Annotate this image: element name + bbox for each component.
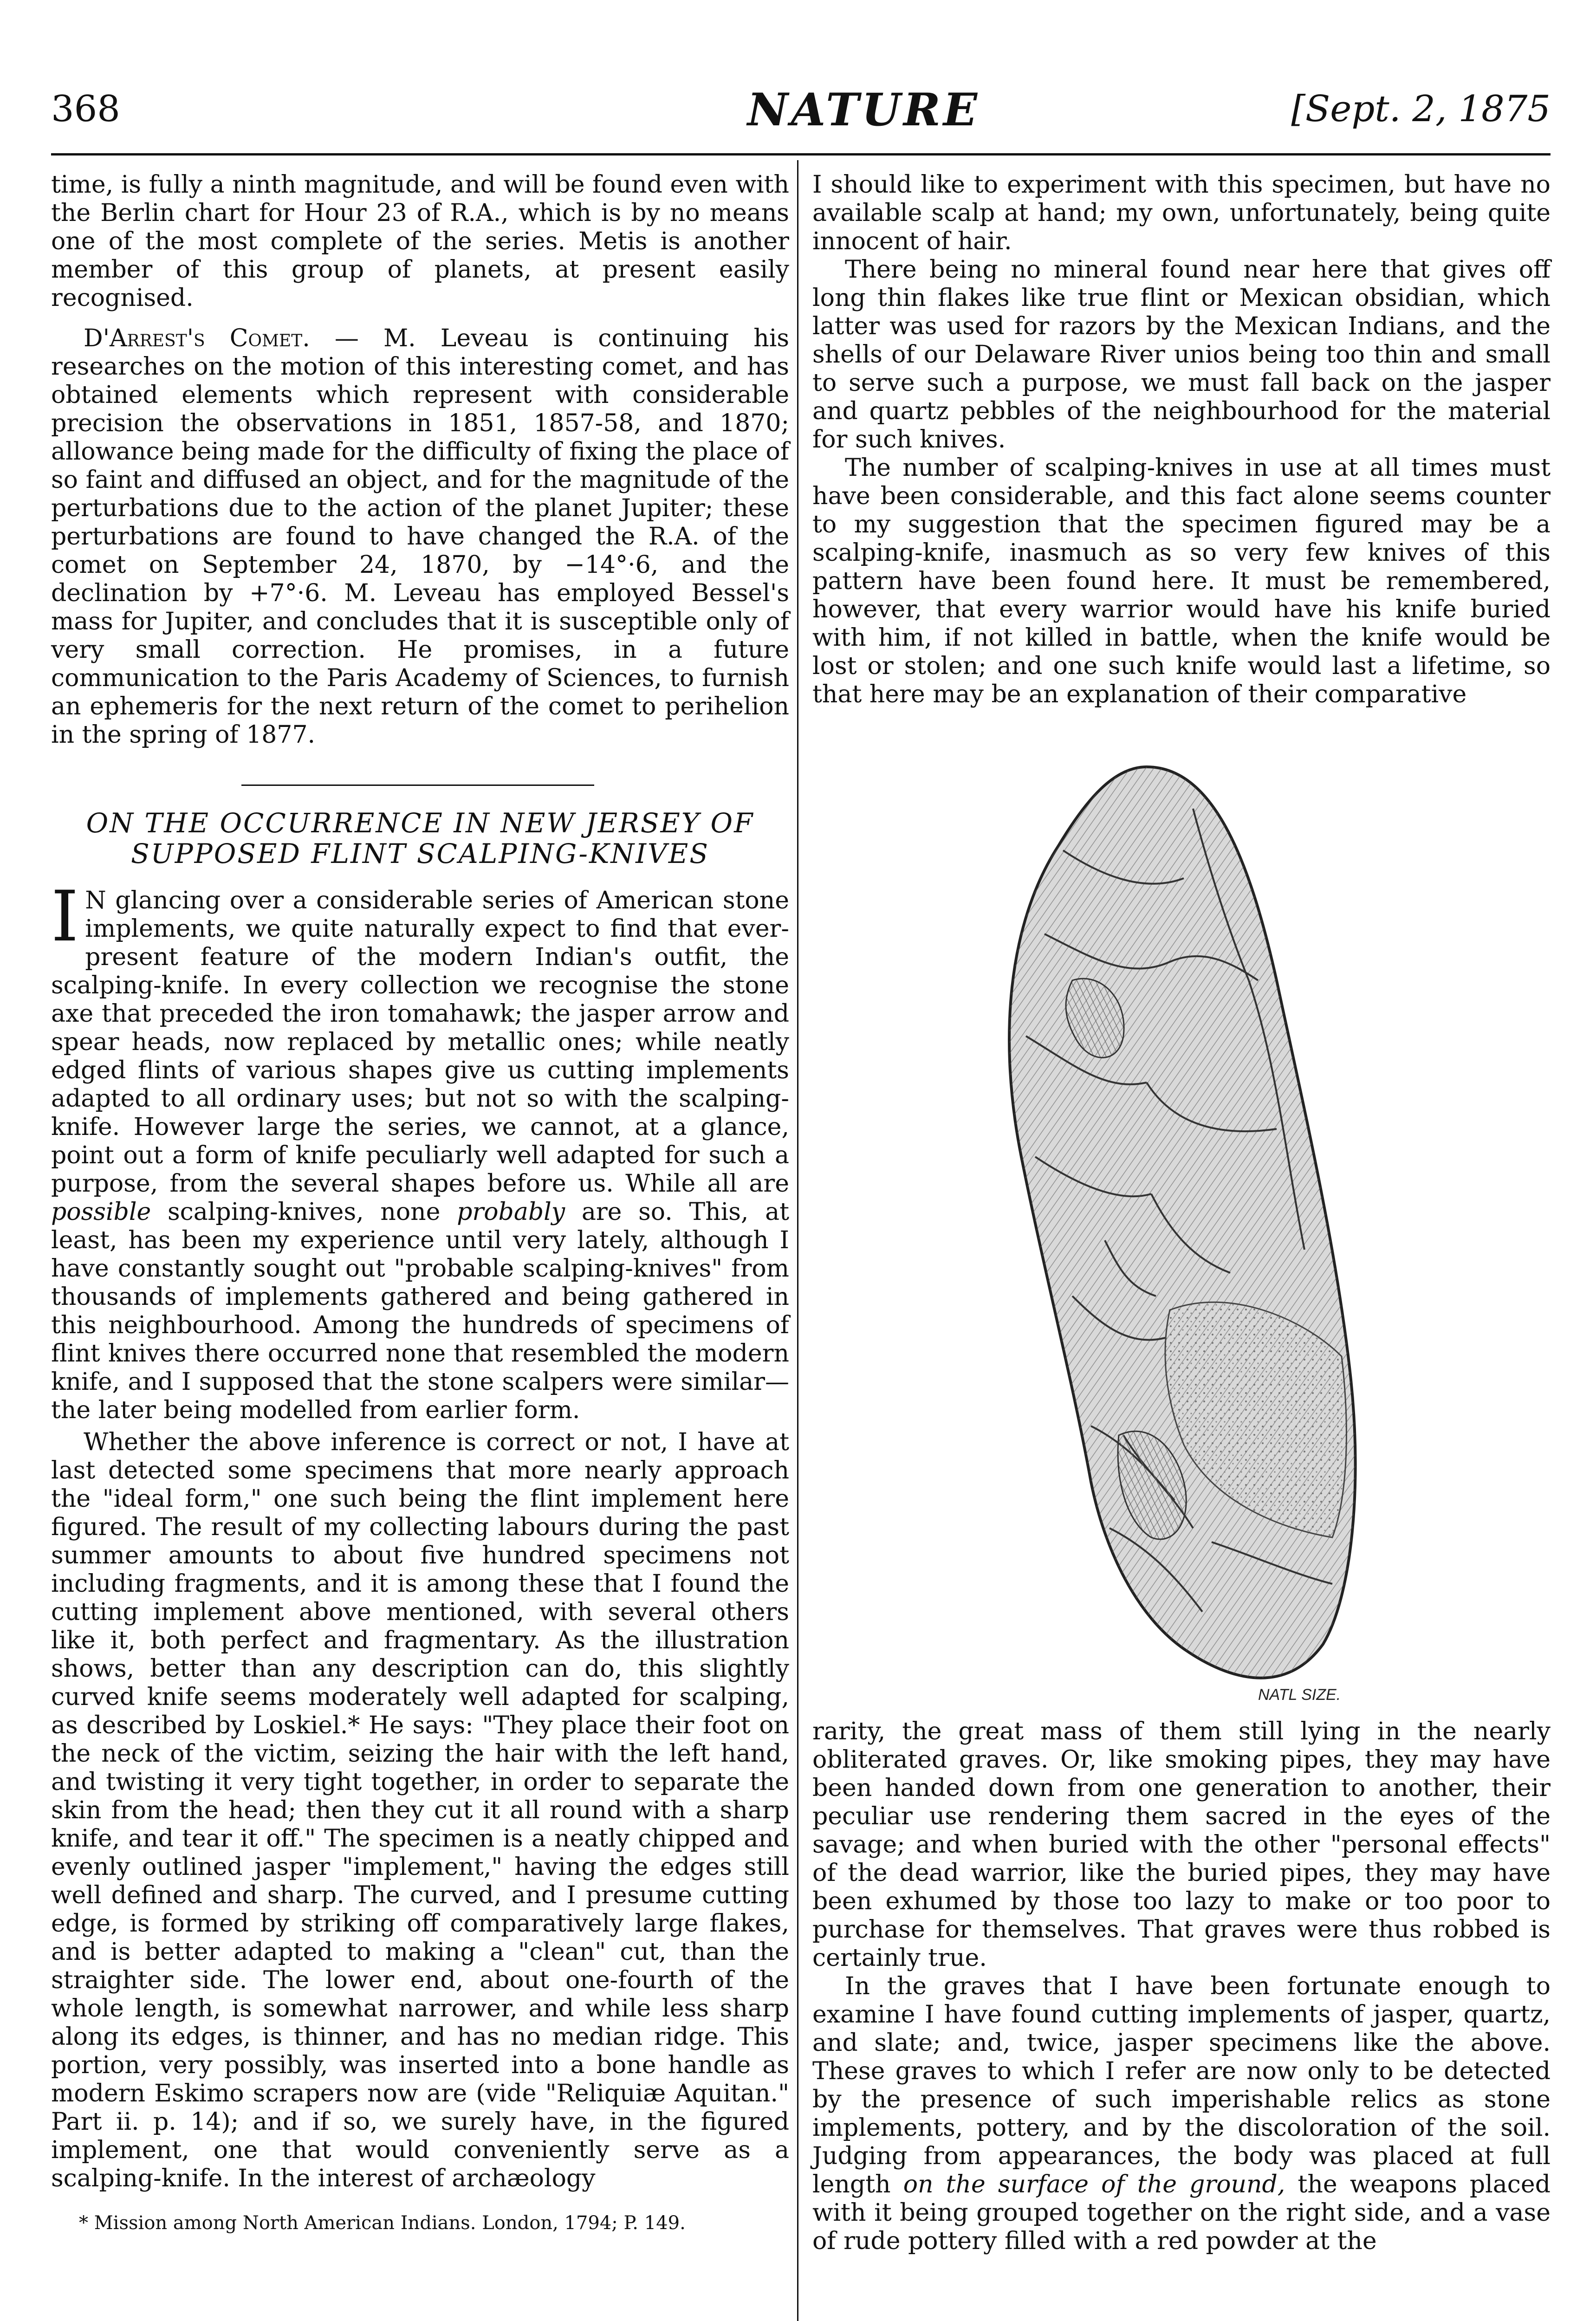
drop-cap: I (51, 876, 79, 957)
note-heading-darrest: D'Arrest's Comet. (84, 324, 310, 352)
left-column-notes (51, 171, 789, 749)
column-divider (797, 160, 798, 2321)
running-header (51, 84, 1551, 149)
flint-knife-figure (952, 739, 1373, 1717)
article-title: ON THE OCCURRENCE IN NEW JERSEY OF SUPPOSED FLINT SCALPING-KNIVES (86, 807, 754, 869)
right-paragraph-3: The number of scalping-knives in use at all times must have been considerable, and this fact alone seems counter to my suggestion that the specimen figured may be a scalping-knife, inasmuch as so very few knives of this pattern have been found here. It must be remembered, however, that every warrior would have his knife buried with him, if not killed in battle, when the knife would be lost or stolen; and one such knife would last a lifetime, so that here may be an explanation of their comparative (812, 454, 1551, 708)
footnote: * Mission among North American Indians. London, 1794; P. 149. (79, 2212, 686, 2234)
right-column-upper (812, 171, 1551, 709)
right-paragraph-5: In the graves that I have been fortunate enough to examine I have found cutting implements of jasper, quartz, and slate; and, twice, jasper specimens like the above. These graves to which I refer are now only to be detected by the presence of such imperishable relics as stone implements, pottery, and by the discoloration of the soil. Judging from appearances, the body was placed at full length on the surface of the ground, the weapons placed with it being grouped together on the right side, and a vase of rude pottery filled with a red powder at the (812, 1972, 1551, 2255)
article-paragraph-2: Whether the above inference is correct or not, I have at last detected some specimens that more nearly approach the "ideal form," one such being the flint implement here figured. The result of my collecting labours during the past summer amounts to about five hundred specimens not including fragments, and it is among these that I found the cutting implement above mentioned, with several others like it, both perfect and fragmentary. As the illustration shows, better than any description can do, this slightly curved knife seems moderately well adapted for scalping, as described by Loskiel.* He says: "They place their foot on the neck of the victim, seizing the hair with the left hand, and twisting it very tight together, in order to separate the skin from the head; then they cut it all round with a sharp knife, and tear it off." The specimen is a neatly chipped and evenly outlined jasper "implement," having the edges still well defined and sharp. The curved, and I presume cutting edge, is formed by striking off comparatively large flakes, and is better adapted to making a "clean" cut, than the straighter side. The lower end, about one-fourth of the whole length, is somewhat narrower, and while less sharp along its edges, is thinner, and has no median ridge. This portion, very possibly, was inserted into a bone handle as modern Eskimo scrapers now are (vide "Reliquiæ Aquitan." Part ii. p. 14); and if so, we surely have, in the figured implement, one that would conveniently serve as a scalping-knife. In the interest of archæology (51, 1428, 789, 2192)
journal-title: NATURE (747, 84, 980, 136)
right-column-lower (812, 1718, 1551, 2256)
right-paragraph-4: rarity, the great mass of them still lying in the nearly obliterated graves. Or, like smoking pipes, they may have been handed down from one generation to another, their peculiar use rendering them sacred in the eyes of the savage; and when buried with the other "personal effects" of the dead warrior, like the buried pipes, they may have been exhumed by those too lazy to make or too poor to purchase for themselves. That graves were thus robbed is certainly true. (812, 1718, 1551, 1972)
section-rule (241, 784, 594, 786)
note-paragraph-darrest: D'Arrest's Comet. — M. Leveau is continuing his researches on the motion of this interesting comet, and has obtained elements which represent with considerable precision the observations in 1851, 1857-58, and 1870; allowance being made for the difficulty of fixing the place of so faint and diffused an object, and for the magnitude of the perturbations due to the action of the planet Jupiter; these perturbations are found to have changed the R.A. of the comet on September 24, 1870, by −14°·6, and the declination by +7°·6. M. Leveau has employed Bessel's mass for Jupiter, and concludes that it is susceptible only of very small correction. He promises, in a future communication to the Paris Academy of Sciences, to furnish an ephemeris for the next return of the comet to perihelion in the spring of 1877. (51, 324, 790, 749)
note-paragraph-metis: time, is fully a ninth magnitude, and will be found even with the Berlin chart for Hour 23 of R.A., which is by no means one of the most complete of the series. Metis is another member of this group of planets, at present easily recognised. (51, 171, 789, 312)
page-number: 368 (51, 88, 120, 130)
right-paragraph-2: There being no mineral found near here that gives off long thin flakes like true flint or Mexican obsidian, which latter was used for razors by the Mexican Indians, and the shells of our Delaware River unios being too thin and small to serve such a purpose, we must fall back on the jasper and quartz pebbles of the neighbourhood for the material for such knives. (812, 256, 1551, 454)
right-paragraph-1: I should like to experiment with this specimen, but have no available scalp at hand; my own, unfortunately, being quite innocent of hair. (812, 171, 1551, 255)
header-rule (51, 153, 1551, 156)
issue-date: [Sept. 2, 1875 (1291, 88, 1551, 130)
article-paragraph-1: I N glancing over a considerable series of American stone implements, we quite naturally expect to find that ever-present feature of the modern Indian's outfit, the scalping-knife. In every collection we recognise the stone axe that preceded the iron tomahawk; the jasper arrow and spear heads, now replaced by metallic ones; while neatly edged flints of various shapes give us cutting implements adapted to all ordinary uses; but not so with the scalping-knife. However large the series, we cannot, at a glance, point out a form of knife peculiarly well adapted for such a purpose, from the several shapes before us. While all are possible scalping-knives, none probably are so. This, at least, has been my experience until very lately, although I have constantly sought out "probable scalping-knives" from thousands of implements gathered and being gathered in this neighbourhood. Among the hundreds of specimens of flint knives there occurred none that resembled the modern knife, and I supposed that the stone scalpers were similar—the later being modelled from earlier form. (51, 876, 789, 1424)
flint-knife-illustration (952, 739, 1373, 1717)
left-column-article (51, 808, 789, 2235)
figure-caption: NATL SIZE. (1258, 1686, 1341, 1704)
